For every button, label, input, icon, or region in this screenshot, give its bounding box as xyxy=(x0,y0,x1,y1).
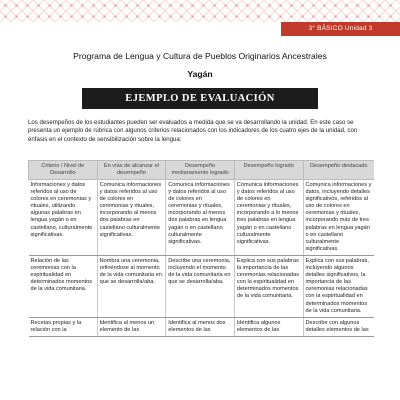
level-cell: Explica con sus palabras la importancia de las ceremonias relacionadas con la espiritualidad en determinados momentos de la vida comunitaria. xyxy=(234,255,303,317)
section-title-bar: EJEMPLO DE EVALUACIÓN xyxy=(82,88,318,109)
intro-paragraph: Los desempeños de los estudiantes pueden ser evaluados a medida que se va desarrollando la unidad. En este caso se presenta un ejemplo de rúbrica con algunos criterios relacionados con los indicadores de los cuatro ejes de la unidad, con énfasis en el contexto de sensibilización sobre la lengua: xyxy=(28,119,358,143)
level-cell: Comunica informaciones y datos, incluyendo detalles significativos, referidos al uso de colores en ceremonias y rituales, incorporando más de tres palabras en lengua yagán o en castellano culturalmente significativas. xyxy=(303,180,374,256)
header-criterio: Criterio / Nivel de Desarrollo xyxy=(29,161,98,180)
table-row xyxy=(29,180,375,256)
level-cell: Comunica informaciones y datos referidos al uso de colores en ceremonias y rituales, incorporando a lo menos tres palabras en lengua yagán o en castellano culturalmente significativas. xyxy=(234,180,303,256)
criterion-cell: Recetas propias y la relación con la xyxy=(29,317,98,336)
unit-badge: 3° BÁSICO Unidad 3 xyxy=(281,22,400,36)
level-cell: Identifica al menos dos elementos de las xyxy=(166,317,235,336)
decorative-header-pattern xyxy=(0,0,400,22)
table-row xyxy=(29,317,375,336)
level-cell: Describe con algunos detalles elementos de las xyxy=(303,317,374,336)
header-medianamente: Desempeño medianamente logrado xyxy=(166,161,235,180)
level-cell: Identifica al menos un elemento de las xyxy=(97,317,166,336)
header-destacado: Desempeño destacado xyxy=(303,161,374,180)
level-cell: Describe una ceremonia, incluyendo el momento de la vida comunitaria en que se desarrolla/aba. xyxy=(166,255,235,317)
rubric-table xyxy=(28,160,374,337)
level-cell: Explica con sus palabras, incluyendo algunos detalles significativos, la importancia de las ceremonias relacionadas con la espiritualidad en determinados momentos de la vida comunitaria. xyxy=(303,255,374,317)
header-logrado: Desempeño logrado xyxy=(234,161,303,180)
header-en-vias: En vías de alcanzar el desempeño xyxy=(97,161,166,180)
level-cell: Nombra una ceremonia, refiriéndose al momento de la vida comunitaria en que se desarrolla/aba. xyxy=(97,255,166,317)
program-title: Programa de Lengua y Cultura de Pueblos Originarios Ancestrales xyxy=(73,51,327,61)
level-cell: Comunica informaciones y datos referidos al uso de colores en ceremonias y rituales, incorporando al menos dos palabras en lengua yagán o en castellano culturalmente significativas. xyxy=(166,180,235,256)
criterion-cell: Relación de las ceremonias con la espiritualidad en determinados momentos de la vida comunitaria. xyxy=(29,255,98,317)
table-row xyxy=(29,255,375,317)
level-cell: Identifica algunos elementos de las xyxy=(234,317,303,336)
rubric-header-row xyxy=(29,161,375,180)
subject-title: Yagán xyxy=(187,69,213,79)
criterion-cell: Informaciones y datos referidos al uso de colores en ceremonias y rituales, utilizando algunas palabras en lengua yagán o en castellano, culturalmente significativas. xyxy=(29,180,98,256)
level-cell: Comunica informaciones y datos referidos al uso de colores en ceremonias y rituales, incorporando al menos dos palabras en castellano culturalmente significativas. xyxy=(97,180,166,256)
